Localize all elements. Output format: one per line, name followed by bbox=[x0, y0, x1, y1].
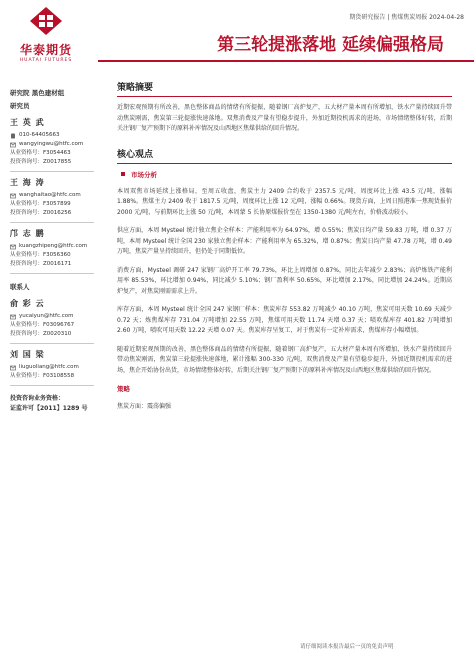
market-analysis-label: 市场分析 bbox=[131, 170, 157, 179]
report-body bbox=[117, 80, 452, 660]
market-analysis-heading bbox=[121, 170, 452, 179]
email-icon bbox=[10, 142, 16, 148]
contact-card bbox=[4, 298, 100, 339]
strategy-heading: 策略 bbox=[117, 385, 130, 393]
cert-label: 从业资格号： bbox=[10, 201, 44, 207]
author-sidebar bbox=[4, 80, 100, 670]
sidebar-divider bbox=[10, 273, 94, 274]
strategy-line: 焦炭方面：震荡偏强 bbox=[117, 403, 172, 410]
license-block bbox=[4, 394, 100, 414]
analysis-paragraph: 库存方面，本周 Mysteel 统计全国 247 家钢厂样本：焦炭库存 553.82 万吨减少 40.10 万吨，焦炭可用天数 10.69 天减少 0.72 天；炼焦煤库存 731.04 万吨增加 22.55 万吨，焦煤可用天数 11.74 天增 0.37 天；喷吹煤库存 401.82 万吨增加 2.60 万吨，喷吹可用天数 12.22 天增 0.07 天。焦炭库存呈复工，对于焦炭有一定补库需求，焦煤库存小幅增加。 bbox=[117, 306, 452, 334]
email-icon bbox=[10, 193, 16, 199]
analyst-card bbox=[4, 177, 100, 218]
contact-name: 俞 彩 云 bbox=[10, 298, 45, 308]
invest-label: 投资咨询号： bbox=[10, 159, 44, 165]
sidebar-divider bbox=[10, 343, 94, 344]
cert-number: F03096767 bbox=[43, 322, 75, 328]
cert-number: F03108558 bbox=[43, 373, 75, 379]
cert-label: 从业资格号： bbox=[10, 373, 44, 379]
contact-email[interactable]: liuguoliang@htfc.com bbox=[19, 364, 79, 370]
summary-text bbox=[117, 103, 452, 135]
department: 研究院 黑色建材组 bbox=[10, 89, 65, 97]
contacts-heading: 联系人 bbox=[10, 283, 30, 291]
email-icon bbox=[10, 244, 16, 250]
logo-name: 华泰期货 bbox=[19, 43, 72, 57]
report-header bbox=[0, 0, 474, 70]
core-heading: 核心观点 bbox=[117, 147, 452, 164]
analyst-name: 王 海 涛 bbox=[10, 177, 45, 187]
contact-email[interactable]: yucaiyun@htfc.com bbox=[19, 313, 74, 319]
logo-mark-icon bbox=[29, 6, 63, 36]
page-title: 第三轮提涨落地 延续偏强格局 bbox=[217, 35, 444, 55]
analysis-paragraph: 消费方面，Mysteel 调研 247 家钢厂高炉开工率 79.73%，环比上周增加 0.87%，同比去年减少 2.83%；高炉炼铁产能利用率 85.53%，环比增加 0.94%，同比减少 5.10%；钢厂盈利率 50.65%，环比增加 2.17%，同比增加 24.24%。近期高炉复产，对焦炭刚需需求上升。 bbox=[117, 266, 452, 295]
invest-number: Z0017855 bbox=[43, 159, 72, 165]
license-label: 投资咨询业务资格： bbox=[10, 395, 65, 402]
sidebar-divider bbox=[10, 171, 94, 172]
email-icon bbox=[10, 365, 16, 371]
analyst-phone[interactable]: 010-64405663 bbox=[19, 132, 60, 138]
researchers-heading: 研究员 bbox=[10, 102, 30, 110]
cert-label: 从业资格号： bbox=[10, 252, 44, 258]
contact-name: 刘 国 梁 bbox=[10, 349, 45, 359]
analyst-name: 王 英 武 bbox=[10, 117, 45, 127]
analyst-card bbox=[4, 117, 100, 167]
analysis-text bbox=[117, 187, 452, 377]
sidebar-divider bbox=[10, 385, 94, 386]
analyst-email[interactable]: wanghaitao@htfc.com bbox=[19, 192, 81, 198]
sidebar-divider bbox=[10, 222, 94, 223]
invest-number: Z0020310 bbox=[43, 331, 72, 337]
cert-label: 从业资格号： bbox=[10, 322, 44, 328]
cert-number: F3054463 bbox=[43, 150, 71, 156]
cert-label: 从业资格号： bbox=[10, 150, 44, 156]
invest-label: 投资咨询号： bbox=[10, 331, 44, 337]
analysis-paragraph: 本周双焦市场延续上涨格局，至周五收盘，焦炭主力 2409 合约收于 2357.5 元/吨，周度环比上涨 43.5 元/吨，涨幅 1.88%。焦煤主力 2409 收于 1817.5 元/吨，周度环比上涨 12 元/吨，涨幅 0.66%。现货方面，上周日照港准一焦现货报价 2000 元/吨，与前期环比上涨 50 元/吨，本周蒙 5 长协原煤报价至在 1350-1380 元/吨左右，价格波动较小。 bbox=[117, 187, 452, 216]
analyst-email[interactable]: kuangzhipeng@htfc.com bbox=[19, 243, 88, 249]
company-logo bbox=[6, 6, 86, 68]
phone-icon bbox=[10, 133, 16, 139]
summary-paragraph: 近期宏观预期有所改善，黑色整体商品的情绪有所提振，随着钢厂高炉复产，五大材产量本周有所增加，铁水产量持续回升带动焦炭刚需，焦炭第三轮提涨快速落地。双焦消费及产量有望稳步提升，外加近期投机需求的进场，市场情绪整体好转，后期关注钢厂复产预期下的原料补库情况及山西地区焦煤供给的回升情况。 bbox=[117, 104, 452, 132]
email-icon bbox=[10, 314, 16, 320]
license-value: 证监许可【2011】1289 号 bbox=[10, 405, 88, 412]
invest-label: 投资咨询号： bbox=[10, 210, 44, 216]
bullet-square-icon bbox=[121, 172, 125, 176]
analysis-paragraph: 随着近期宏观预期的改善，黑色整体商品的情绪有所提振，随着钢厂高炉复产，五大材产量本周有所增加，铁水产量持续回升带动焦炭刚需，焦炭第三轮提涨快速落地，累计涨幅 300-330 元/吨，双焦消费及产量有望稳步提升，外加近期投机需求的进场，焦企开始协份出货，市场情绪整体好转，后期关注钢厂复产预期下的原料补库情况及山西地区焦煤供给的回升情况。 bbox=[117, 345, 452, 374]
report-tag: 期货研究报告 | 焦煤焦炭周报 2024-04-28 bbox=[349, 14, 464, 21]
cert-number: F3056360 bbox=[43, 252, 71, 258]
invest-number: Z0016256 bbox=[43, 210, 72, 216]
disclaimer-footer: 请仔细阅读本报告最后一页的免责声明 bbox=[300, 644, 394, 650]
analyst-name: 邝 志 鹏 bbox=[10, 228, 45, 238]
contact-card bbox=[4, 349, 100, 381]
analyst-email[interactable]: wangyingwu@htfc.com bbox=[19, 141, 84, 147]
invest-number: Z0016171 bbox=[43, 261, 72, 267]
header-divider bbox=[98, 60, 474, 62]
analyst-card bbox=[4, 228, 100, 269]
summary-heading: 策略摘要 bbox=[117, 80, 452, 97]
logo-en: HUATAI FUTURES bbox=[19, 58, 73, 63]
cert-number: F3057899 bbox=[43, 201, 71, 207]
analysis-paragraph: 供应方面，本周 Mysteel 统计独立焦企全样本：产能利用率为 64.97%，增 0.55%；焦炭日均产量 59.83 万吨，增 0.37 万吨，本周 Mysteel 统计全国 230 家独立焦企样本：产能利用率为 65.32%，增 0.87%；焦炭日均产量 47.78 万吨，增 0.49 万吨，焦炭产量呈持续回升，但仍处于同期低位。 bbox=[117, 227, 452, 255]
invest-label: 投资咨询号： bbox=[10, 261, 44, 267]
